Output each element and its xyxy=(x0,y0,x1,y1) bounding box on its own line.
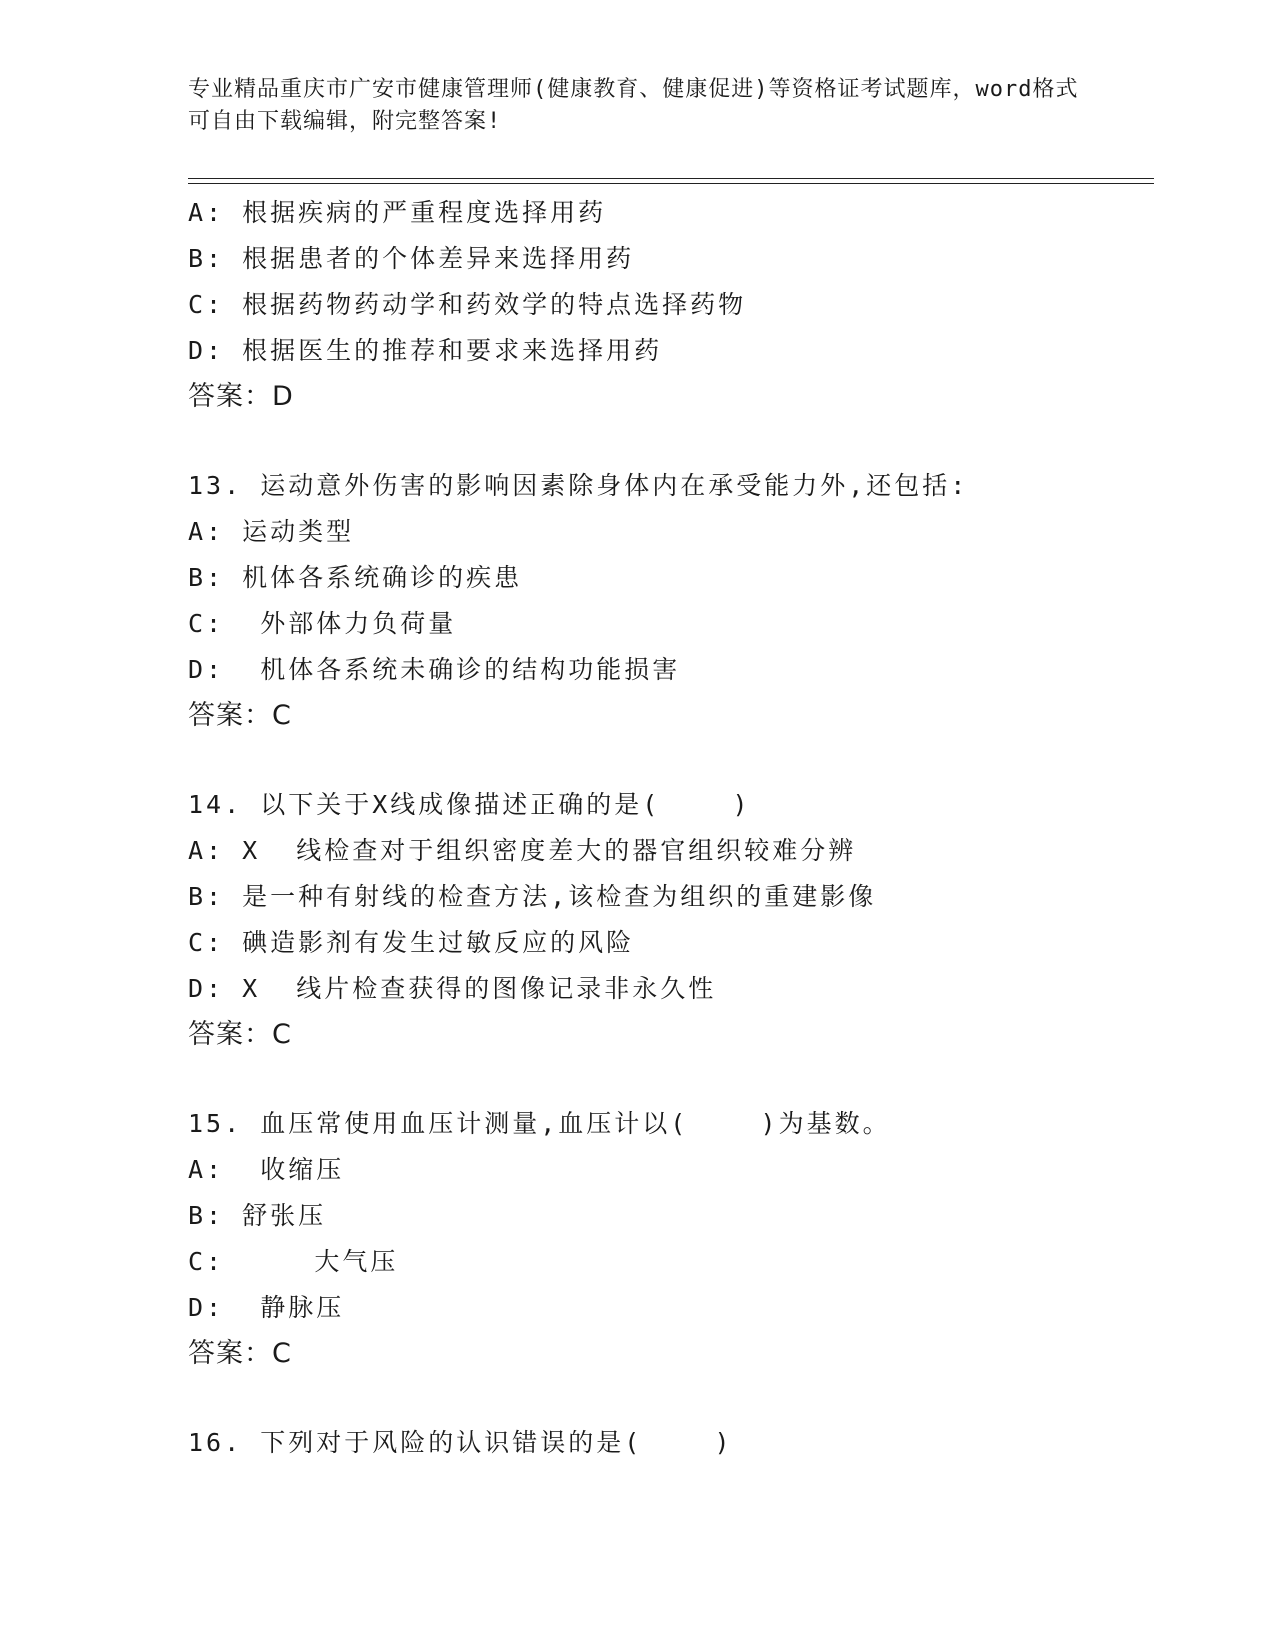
question-13 xyxy=(188,463,1168,739)
option-c: C: 大气压 xyxy=(188,1247,399,1276)
option-b: B: 根据患者的个体差异来选择用药 xyxy=(188,244,635,273)
answer-line: 答案：D xyxy=(188,381,294,412)
header-rule-bottom xyxy=(188,183,1154,184)
option-a: A: 根据疾病的严重程度选择用药 xyxy=(188,198,607,227)
option-c: C: 根据药物药动学和药效学的特点选择药物 xyxy=(188,290,747,319)
question-16 xyxy=(188,1420,1168,1466)
option-c: C: 碘造影剂有发生过敏反应的风险 xyxy=(188,928,635,957)
option-d: D: X 线片检查获得的图像记录非永久性 xyxy=(188,974,717,1003)
option-d: D: 机体各系统未确诊的结构功能损害 xyxy=(188,655,681,684)
question-list xyxy=(188,190,1168,1466)
answer-line: 答案：C xyxy=(188,700,292,731)
option-a: A: 收缩压 xyxy=(188,1155,345,1184)
option-b: B: 是一种有射线的检查方法,该检查为组织的重建影像 xyxy=(188,882,877,911)
question-text: 13. 运动意外伤害的影响因素除身体内在承受能力外,还包括: xyxy=(188,471,969,500)
question-text: 16. 下列对于风险的认识错误的是( ) xyxy=(188,1428,733,1457)
option-a: A: 运动类型 xyxy=(188,517,355,546)
document-header: 专业精品重庆市广安市健康管理师(健康教育、健康促进)等资格证考试题库，word格式可自由下载编辑，附完整答案! xyxy=(188,77,1079,134)
question-text: 15. 血压常使用血压计测量,血压计以( )为基数。 xyxy=(188,1109,891,1138)
answer-line: 答案：C xyxy=(188,1019,292,1050)
question-15 xyxy=(188,1101,1168,1377)
header-rule-top xyxy=(188,178,1154,179)
option-b: B: 机体各系统确诊的疾患 xyxy=(188,563,523,592)
answer-line: 答案：C xyxy=(188,1338,292,1369)
question-12 xyxy=(188,190,1168,420)
option-c: C: 外部体力负荷量 xyxy=(188,609,457,638)
option-a: A: X 线检查对于组织密度差大的器官组织较难分辨 xyxy=(188,836,857,865)
option-b: B: 舒张压 xyxy=(188,1201,327,1230)
question-14 xyxy=(188,782,1168,1058)
option-d: D: 静脉压 xyxy=(188,1293,345,1322)
option-d: D: 根据医生的推荐和要求来选择用药 xyxy=(188,336,663,365)
question-text: 14. 以下关于X线成像描述正确的是( ) xyxy=(188,790,751,819)
